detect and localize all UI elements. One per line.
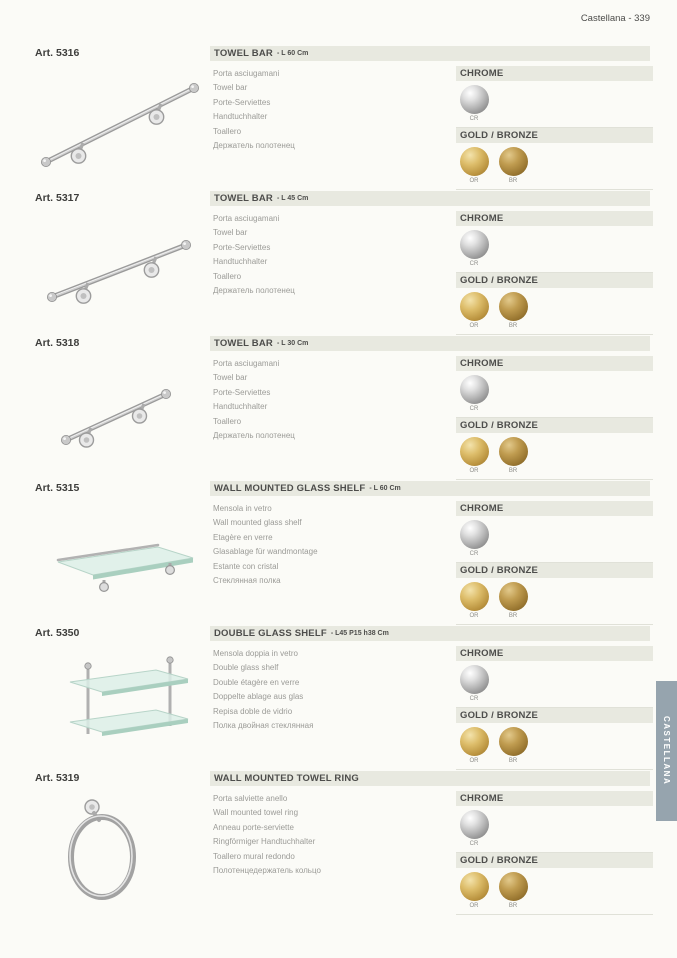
description-line: Double glass shelf bbox=[213, 663, 279, 673]
description-line: Porta asciugamani bbox=[213, 359, 280, 368]
product-size: - L 60 Cm bbox=[276, 50, 309, 57]
gold-swatch-label: OR bbox=[469, 903, 479, 909]
description-line: Doppelte ablage aus glas bbox=[213, 692, 304, 702]
product-left-column bbox=[35, 191, 210, 336]
chrome-swatch-row bbox=[456, 371, 653, 418]
towel-ring-illustration bbox=[36, 793, 206, 905]
bronze-swatch-label: BR bbox=[508, 468, 518, 474]
finish-swatches bbox=[456, 61, 653, 190]
article-number: Art. 5350 bbox=[35, 627, 80, 639]
product-photo-towel-ring bbox=[35, 788, 207, 910]
bronze-swatch-label: BR bbox=[508, 903, 518, 909]
gold-bronze-swatch-row bbox=[456, 723, 653, 770]
product-title: WALL MOUNTED GLASS SHELF bbox=[214, 483, 366, 494]
product-descriptions bbox=[210, 496, 456, 625]
bronze-swatch bbox=[499, 582, 528, 611]
product-left-column bbox=[35, 336, 210, 481]
product-descriptions bbox=[210, 641, 456, 770]
product-photo-double-glass-shelf bbox=[35, 643, 207, 765]
chrome-swatch-row bbox=[456, 661, 653, 708]
description-line: Wall mounted towel ring bbox=[213, 808, 299, 818]
product-right-column bbox=[210, 771, 650, 916]
chrome-swatch bbox=[460, 375, 489, 404]
description-line: Towel bar bbox=[213, 228, 248, 238]
finish-swatches bbox=[456, 351, 653, 480]
bronze-swatch bbox=[499, 872, 528, 901]
description-line: Double étagère en verre bbox=[213, 677, 300, 687]
description-line: Держатель полотенец bbox=[213, 431, 295, 441]
finish-swatches bbox=[456, 496, 653, 625]
towel-bar-illustration bbox=[36, 213, 206, 325]
chrome-swatch bbox=[460, 230, 489, 259]
gold-bronze-header: GOLD / BRONZE bbox=[456, 418, 653, 433]
description-line: Toallero mural redondo bbox=[213, 851, 295, 861]
description-line: Mensola doppia in vetro bbox=[213, 649, 298, 658]
gold-bronze-swatch-row bbox=[456, 578, 653, 625]
product-photo-glass-shelf bbox=[35, 498, 207, 620]
description-line: Porta salviette anello bbox=[213, 794, 288, 803]
chrome-header: CHROME bbox=[456, 501, 653, 516]
description-line: Towel bar bbox=[213, 373, 248, 383]
chrome-swatch-label: CR bbox=[469, 841, 479, 847]
product-left-column bbox=[35, 481, 210, 626]
description-line: Anneau porte-serviette bbox=[213, 822, 294, 832]
article-number: Art. 5317 bbox=[35, 192, 80, 204]
product-photo-towel-bar-60 bbox=[35, 63, 207, 185]
description-line: Mensola in vetro bbox=[213, 504, 272, 513]
description-line: Towel bar bbox=[213, 83, 248, 93]
gold-swatch-label: OR bbox=[469, 613, 479, 619]
description-line: Toallero bbox=[213, 271, 242, 281]
gold-swatch-label: OR bbox=[469, 758, 479, 764]
gold-swatch bbox=[460, 872, 489, 901]
bronze-swatch bbox=[499, 437, 528, 466]
description-line: Porta asciugamani bbox=[213, 69, 280, 78]
chrome-swatch-label: CR bbox=[469, 696, 479, 702]
description-line: Repisa doble de vidrio bbox=[213, 706, 293, 716]
product-size: - L 60 Cm bbox=[369, 485, 401, 492]
product-block-5319 bbox=[35, 771, 650, 916]
chrome-swatch-row bbox=[456, 516, 653, 563]
product-descriptions bbox=[210, 351, 456, 480]
product-title: TOWEL BAR bbox=[214, 48, 273, 59]
bronze-swatch-label: BR bbox=[508, 758, 518, 764]
description-line: Porte-Serviettes bbox=[213, 97, 271, 107]
product-title-band bbox=[210, 191, 650, 206]
product-right-column bbox=[210, 46, 650, 191]
page-header: Castellana - 339 bbox=[580, 13, 650, 24]
gold-swatch bbox=[460, 292, 489, 321]
product-right-column bbox=[210, 191, 650, 336]
product-left-column bbox=[35, 46, 210, 191]
article-number: Art. 5315 bbox=[35, 482, 80, 494]
chrome-swatch bbox=[460, 85, 489, 114]
gold-bronze-swatch-row bbox=[456, 288, 653, 335]
product-block-5350 bbox=[35, 626, 650, 771]
chrome-swatch-row bbox=[456, 806, 653, 853]
finish-swatches bbox=[456, 206, 653, 335]
product-title: DOUBLE GLASS SHELF bbox=[214, 628, 327, 639]
castellana-side-tab: CASTELLANA bbox=[656, 681, 677, 821]
chrome-swatch bbox=[460, 520, 489, 549]
product-title-band bbox=[210, 336, 650, 351]
gold-swatch-label: OR bbox=[469, 178, 479, 184]
product-title-band bbox=[210, 771, 650, 786]
product-right-column bbox=[210, 336, 650, 481]
chrome-swatch-row bbox=[456, 81, 653, 128]
gold-bronze-swatch-row bbox=[456, 433, 653, 480]
chrome-header: CHROME bbox=[456, 791, 653, 806]
chrome-swatch-label: CR bbox=[469, 116, 479, 122]
description-line: Handtuchhalter bbox=[213, 402, 268, 412]
description-line: Wall mounted glass shelf bbox=[213, 518, 302, 528]
article-number: Art. 5316 bbox=[35, 47, 80, 59]
bronze-swatch-label: BR bbox=[508, 613, 518, 619]
chrome-swatch-label: CR bbox=[469, 406, 479, 412]
description-line: Estante con cristal bbox=[213, 561, 279, 571]
product-left-column bbox=[35, 771, 210, 916]
description-line: Porte-Serviettes bbox=[213, 242, 271, 252]
product-descriptions bbox=[210, 206, 456, 335]
gold-bronze-header: GOLD / BRONZE bbox=[456, 273, 653, 288]
gold-swatch bbox=[460, 437, 489, 466]
description-line: Полотенцедержатель кольцо bbox=[213, 866, 321, 876]
chrome-swatch bbox=[460, 810, 489, 839]
description-line: Держатель полотенец bbox=[213, 141, 295, 151]
product-title: TOWEL BAR bbox=[214, 193, 273, 204]
description-line: Держатель полотенец bbox=[213, 286, 295, 296]
gold-bronze-header: GOLD / BRONZE bbox=[456, 708, 653, 723]
gold-bronze-header: GOLD / BRONZE bbox=[456, 563, 653, 578]
bronze-swatch bbox=[499, 727, 528, 756]
finish-swatches bbox=[456, 641, 653, 770]
product-photo-towel-bar-30 bbox=[35, 353, 207, 475]
product-right-column bbox=[210, 626, 650, 771]
gold-bronze-header: GOLD / BRONZE bbox=[456, 853, 653, 868]
description-line: Porte-Serviettes bbox=[213, 387, 271, 397]
gold-swatch bbox=[460, 147, 489, 176]
description-line: Handtuchhalter bbox=[213, 112, 268, 122]
gold-swatch bbox=[460, 727, 489, 756]
chrome-header: CHROME bbox=[456, 646, 653, 661]
chrome-header: CHROME bbox=[456, 66, 653, 81]
product-title: WALL MOUNTED TOWEL RING bbox=[214, 773, 359, 784]
product-title: TOWEL BAR bbox=[214, 338, 273, 349]
product-block-5316 bbox=[35, 46, 650, 191]
chrome-swatch-row bbox=[456, 226, 653, 273]
product-block-5317 bbox=[35, 191, 650, 336]
product-right-column bbox=[210, 481, 650, 626]
product-size: - L 30 Cm bbox=[276, 340, 309, 347]
gold-bronze-swatch-row bbox=[456, 868, 653, 915]
chrome-swatch-label: CR bbox=[469, 551, 479, 557]
description-line: Полка двойная стеклянная bbox=[213, 721, 314, 731]
bronze-swatch-label: BR bbox=[508, 323, 518, 329]
bronze-swatch-label: BR bbox=[508, 178, 518, 184]
bronze-swatch bbox=[499, 292, 528, 321]
product-title-band bbox=[210, 626, 650, 641]
product-block-5315 bbox=[35, 481, 650, 626]
gold-swatch bbox=[460, 582, 489, 611]
description-line: Стеклянная полка bbox=[213, 576, 281, 586]
chrome-header: CHROME bbox=[456, 356, 653, 371]
chrome-swatch-label: CR bbox=[469, 261, 479, 267]
article-number: Art. 5319 bbox=[35, 772, 80, 784]
description-line: Glasablage für wandmontage bbox=[213, 547, 318, 557]
glass-shelf-illustration bbox=[36, 503, 206, 615]
description-line: Handtuchhalter bbox=[213, 257, 268, 267]
bronze-swatch bbox=[499, 147, 528, 176]
description-line: Toallero bbox=[213, 416, 242, 426]
description-line: Toallero bbox=[213, 126, 242, 136]
product-list bbox=[35, 46, 650, 916]
description-line: Ringförmiger Handtuchhalter bbox=[213, 837, 316, 847]
article-number: Art. 5318 bbox=[35, 337, 80, 349]
product-title-band bbox=[210, 481, 650, 496]
gold-bronze-swatch-row bbox=[456, 143, 653, 190]
towel-bar-illustration bbox=[36, 358, 206, 470]
description-line: Porta asciugamani bbox=[213, 214, 280, 223]
gold-swatch-label: OR bbox=[469, 323, 479, 329]
finish-swatches bbox=[456, 786, 653, 915]
gold-swatch-label: OR bbox=[469, 468, 479, 474]
product-block-5318 bbox=[35, 336, 650, 481]
double-glass-shelf-illustration bbox=[36, 648, 206, 760]
chrome-header: CHROME bbox=[456, 211, 653, 226]
product-title-band bbox=[210, 46, 650, 61]
towel-bar-illustration bbox=[36, 68, 206, 180]
product-descriptions bbox=[210, 61, 456, 190]
product-size: - L45 P15 h38 Cm bbox=[330, 630, 389, 637]
product-descriptions bbox=[210, 786, 456, 915]
gold-bronze-header: GOLD / BRONZE bbox=[456, 128, 653, 143]
description-line: Etagère en verre bbox=[213, 532, 273, 542]
chrome-swatch bbox=[460, 665, 489, 694]
product-photo-towel-bar-45 bbox=[35, 208, 207, 330]
product-size: - L 45 Cm bbox=[276, 195, 309, 202]
product-left-column bbox=[35, 626, 210, 771]
